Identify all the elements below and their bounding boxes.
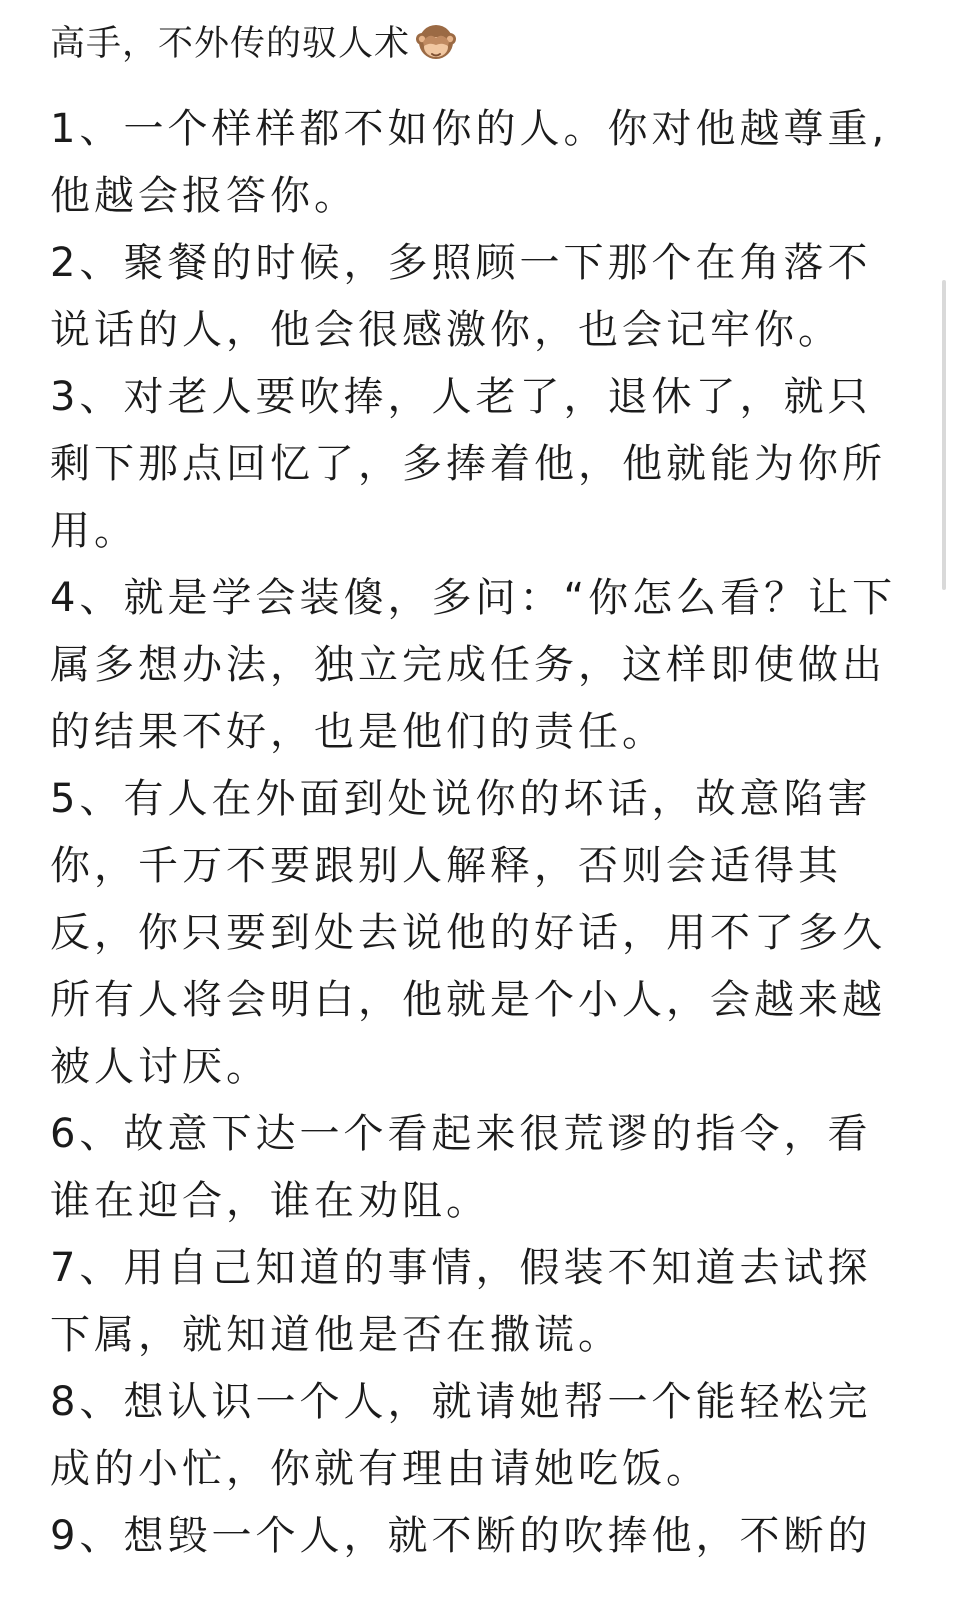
post-title-row (50, 10, 908, 72)
item-line: 用。 (50, 508, 138, 554)
item-line: 的结果不好，也是他们的责任。 (50, 709, 666, 755)
list-item (50, 1235, 908, 1369)
item-line: 说话的人，他会很感激你，也会记牢你。 (50, 307, 842, 353)
item-line: 反，你只要到处去说他的好话，用不了多久 (50, 910, 886, 956)
item-line: 所有人将会明白，他就是个小人，会越来越 (50, 977, 886, 1023)
vertical-scrollbar[interactable] (942, 280, 946, 590)
item-line: 6、故意下达一个看起来很荒谬的指令，看 (50, 1111, 872, 1157)
item-line: 成的小忙，你就有理由请她吃饭。 (50, 1446, 710, 1492)
see-no-evil-monkey-icon (416, 21, 456, 61)
item-line: 3、对老人要吹捧，人老了，退休了，就只 (50, 374, 872, 420)
list-item (50, 364, 908, 565)
list-item (50, 766, 908, 1101)
list-item (50, 1503, 908, 1570)
item-line: 1、一个样样都不如你的人。你对他越尊重, (50, 106, 889, 152)
item-line: 他越会报答你。 (50, 173, 358, 219)
list-item (50, 1101, 908, 1235)
item-line: 2、聚餐的时候，多照顾一下那个在角落不 (50, 240, 872, 286)
item-line: 下属，就知道他是否在撒谎。 (50, 1312, 622, 1358)
item-line: 谁在迎合，谁在劝阻。 (50, 1178, 490, 1224)
item-line: 4、就是学会装傻，多问：“你怎么看？让下 (50, 575, 897, 621)
list-item (50, 230, 908, 364)
item-line: 被人讨厌。 (50, 1044, 270, 1090)
list-item (50, 565, 908, 766)
item-line: 7、用自己知道的事情，假装不知道去试探 (50, 1245, 872, 1291)
item-line: 你，千万不要跟别人解释，否则会适得其 (50, 843, 842, 889)
item-line: 剩下那点回忆了，多捧着他，他就能为你所 (50, 441, 886, 487)
item-line: 属多想办法，独立完成任务，这样即使做出 (50, 642, 886, 688)
item-line: 9、想毁一个人，就不断的吹捧他，不断的 (50, 1513, 872, 1559)
list-item (50, 96, 908, 230)
list-item (50, 1369, 908, 1503)
post-title: 高手，不外传的驭人术 (50, 24, 411, 64)
tips-list (50, 96, 908, 1570)
item-line: 8、想认识一个人，就请她帮一个能轻松完 (50, 1379, 872, 1425)
item-line: 5、有人在外面到处说你的坏话，故意陷害 (50, 776, 872, 822)
